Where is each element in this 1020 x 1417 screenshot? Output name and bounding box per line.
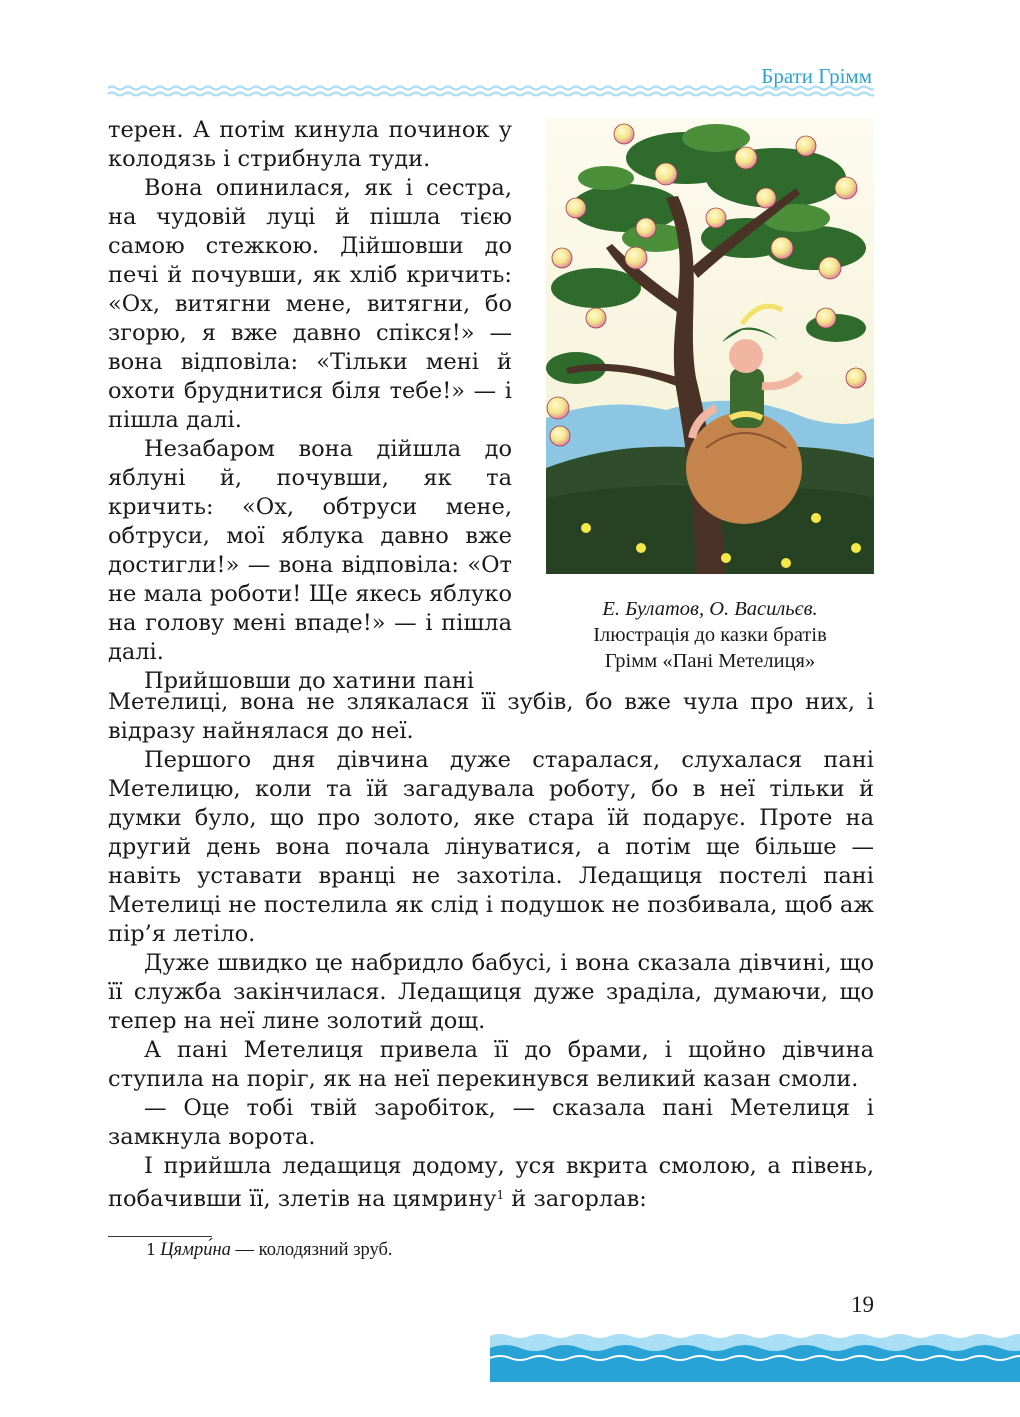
paragraph: Прийшовши до хатини пані — [144, 668, 475, 694]
footnote-definition: — колодязний зруб. — [230, 1240, 393, 1260]
paragraph: А пані Метелиця привела її до брами, і щойно дівчина ступила на поріг, як на неї перекинувся великий казан смоли. — [108, 1037, 874, 1092]
paragraph: Метелиці, вона не злякалася її зубів, бо вже чула про них, і відразу найнялася до неї. — [108, 689, 874, 744]
paragraph-last — [108, 1152, 874, 1214]
footnote-term: Цямри́на — [160, 1240, 231, 1260]
illustration-caption — [540, 596, 880, 674]
paragraph: Першого дня дівчина дуже старалася, слухалася пані Метелицю, коли та їй загадувала роботу, бо в неї тільки й думки було, що про золото, яке стара їй подарує. Проте на другий день вона почала лінуватися, а потім ще більше — навіть уставати вранці не захотіла. Ледащиця постелі пані Метелиці не постелила як слід і подушок не позбивала, щоб аж пір’я летіло. — [108, 747, 874, 947]
paragraph: Дуже швидко це набридло бабусі, і вона сказала дівчині, що її служба закінчилася. Ледащиця дуже зраділа, думаючи, що тепер на неї лине золотий дощ. — [108, 950, 874, 1034]
caption-line: Ілюстрація до казки братів — [593, 624, 827, 646]
caption-line: Грімм «Пані Метелиця» — [604, 650, 816, 672]
apple-tree-illustration — [546, 118, 874, 574]
text-column-wide — [108, 688, 874, 1214]
paragraph: Вона опинилася, як і сестра, на чудовій луці й пішла тією самою стежкою. Дійшовши до печі й почувши, як хліб кричить: «Ох, витягни мене, витягни, бо згорю, я вже давно спікся!» — вона відповіла: «Тільки мені й охоти бруднитися біля тебе!» — і пішла далі. — [108, 175, 512, 433]
page-number: 19 — [851, 1292, 874, 1317]
caption-authors: Е. Булатов, О. Васильєв. — [602, 598, 818, 620]
footnote-divider — [108, 1236, 212, 1237]
paragraph: Незабаром вона дійшла до яблуні й, почувши, як та кричить: «Ох, обтруси мене, обтруси, мої яблука давно вже достигли!» — вона відповіла: «От не мала роботи! Ще якесь яблуко на голову мені впаде!» — і пішла далі. — [108, 436, 512, 665]
text-column-narrow — [108, 116, 512, 696]
footnote-number: 1 — [146, 1240, 157, 1259]
paragraph-text: І прийшла ледащиця додому, уся вкрита смолою, а півень, побачивши її, злетів на цямрину — [108, 1153, 874, 1212]
footnote-reference[interactable]: 1 — [496, 1188, 505, 1202]
bottom-wave-ornament — [490, 1322, 1020, 1382]
top-wave-ornament — [108, 83, 874, 99]
running-title: Брати Грімм — [761, 64, 872, 88]
footnote — [146, 1240, 393, 1261]
paragraph: терен. А потім кинула починок у колодязь і стрибнула туди. — [108, 117, 512, 172]
paragraph: — Оце тобі твій заробіток, — сказала пані Метелиця і замкнула ворота. — [108, 1095, 874, 1150]
paragraph-tail: й загорлав: — [504, 1186, 647, 1212]
